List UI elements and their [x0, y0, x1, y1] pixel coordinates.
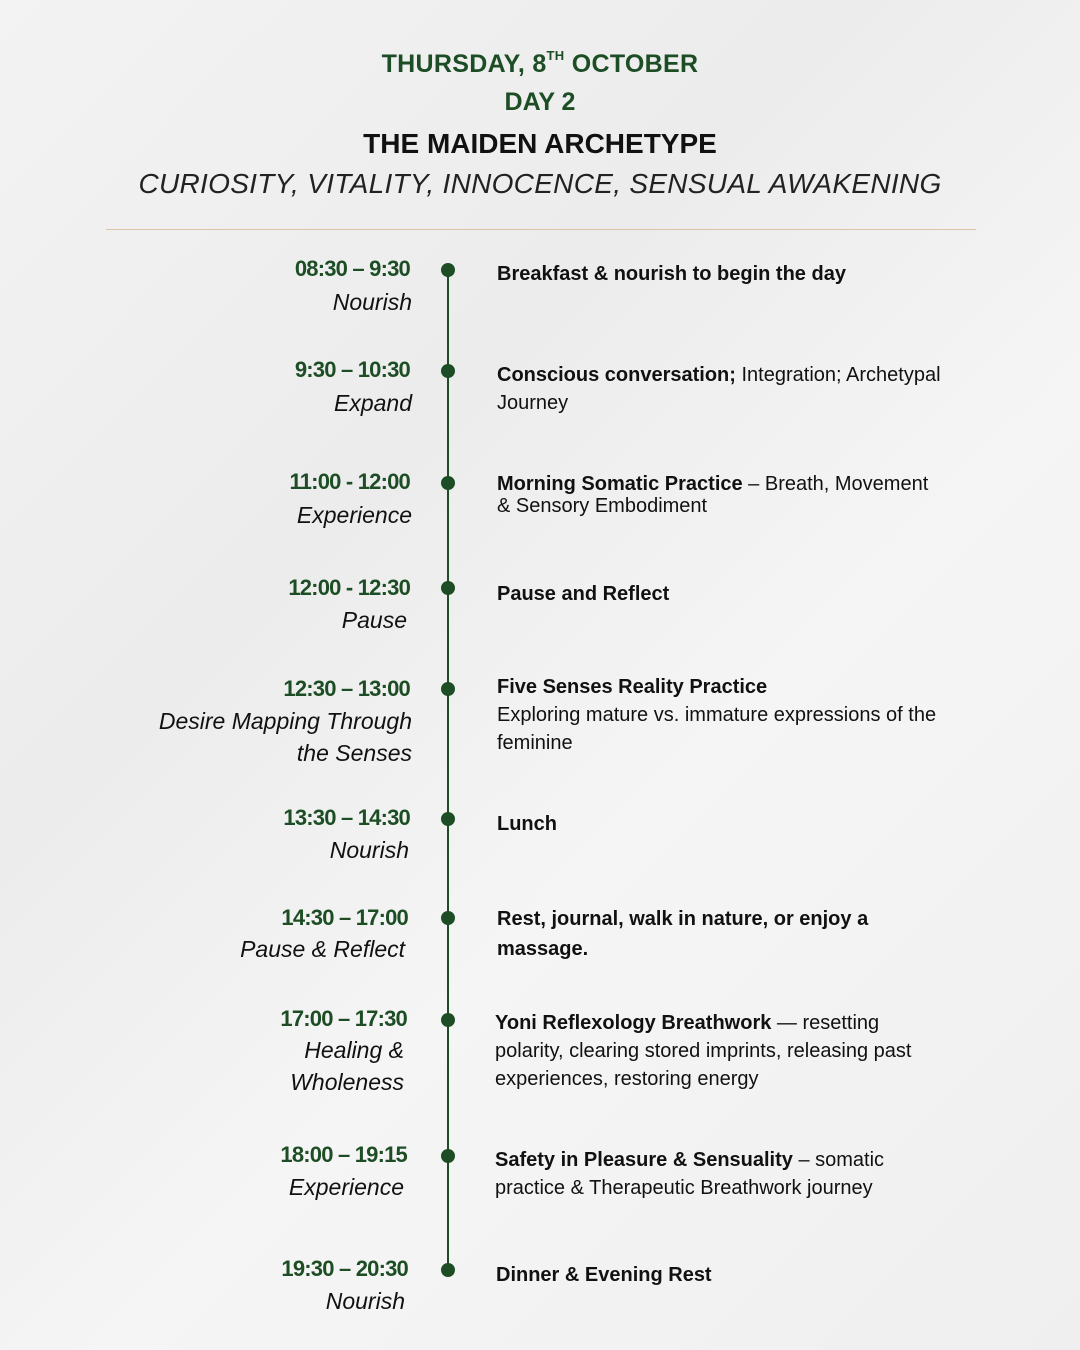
- timeline-dot: [441, 263, 455, 277]
- page-subtitle: CURIOSITY, VITALITY, INNOCENCE, SENSUAL AWAKENING: [138, 168, 942, 199]
- event-date: [0, 50, 1080, 79]
- schedule-description: Conscious conversation; Integration; Archetypal Journey: [497, 364, 941, 414]
- header-divider: [106, 229, 976, 230]
- schedule-phase: Experience: [288, 1174, 404, 1200]
- schedule-description: Lunch: [497, 813, 557, 835]
- schedule-description: Five Senses Reality Practice Exploring mature vs. immature expressions of the feminine: [497, 676, 937, 754]
- date-text: THURSDAY, 8: [381, 50, 547, 78]
- schedule-phase: Pause: [341, 607, 407, 633]
- timeline-dot: [441, 1013, 455, 1027]
- timeline-dot: [441, 812, 455, 826]
- schedule-time: 12:00 - 12:30: [288, 575, 410, 600]
- date-ordinal: TH: [546, 48, 565, 63]
- schedule-description: Dinner & Evening Rest: [496, 1264, 712, 1286]
- schedule-phase: Nourish: [325, 1288, 405, 1314]
- timeline-line: [447, 268, 449, 1272]
- page-title: THE MAIDEN ARCHETYPE: [363, 128, 717, 159]
- schedule-time: 08:30 – 9:30: [294, 256, 410, 281]
- schedule-description: Safety in Pleasure & Sensuality – somatic practice & Therapeutic Breathwork journey: [495, 1149, 885, 1199]
- timeline-dot: [441, 1263, 455, 1277]
- schedule-time: 19:30 – 20:30: [281, 1256, 408, 1281]
- schedule-phase: Pause & Reflect: [240, 936, 405, 962]
- schedule-phase: Desire Mapping Through the Senses: [158, 708, 412, 766]
- schedule-time: 18:00 – 19:15: [280, 1142, 407, 1167]
- schedule-phase: Healing & Wholeness: [290, 1037, 404, 1095]
- timeline-dot: [441, 476, 455, 490]
- schedule-description: Rest, journal, walk in nature, or enjoy a massage.: [497, 908, 869, 960]
- timeline-dot: [441, 364, 455, 378]
- schedule-phase: Nourish: [329, 837, 409, 863]
- timeline-dot: [441, 911, 455, 925]
- schedule-phase: Nourish: [332, 289, 412, 315]
- timeline-dot: [441, 1149, 455, 1163]
- schedule-description: Yoni Reflexology Breathwork — resetting polarity, clearing stored imprints, releasing past experiences, restoring energy: [495, 1012, 912, 1090]
- schedule-time: 17:00 – 17:30: [280, 1006, 407, 1031]
- schedule-description: Morning Somatic Practice – Breath, Movement & Sensory Embodiment: [497, 473, 929, 517]
- schedule-time: 13:30 – 14:30: [283, 805, 410, 830]
- day-label: DAY 2: [504, 88, 576, 116]
- schedule-phase: Expand: [333, 390, 412, 416]
- schedule-description: Pause and Reflect: [497, 583, 670, 605]
- schedule-time: 12:30 – 13:00: [283, 676, 410, 701]
- schedule-time: 11:00 - 12:00: [289, 469, 410, 494]
- timeline-dot: [441, 581, 455, 595]
- schedule-description: Breakfast & nourish to begin the day: [497, 263, 846, 285]
- schedule-time: 9:30 – 10:30: [294, 357, 410, 382]
- date-month: OCTOBER: [564, 50, 699, 78]
- timeline-dot: [441, 682, 455, 696]
- schedule-time: 14:30 – 17:00: [281, 905, 408, 930]
- schedule-phase: Experience: [296, 502, 412, 528]
